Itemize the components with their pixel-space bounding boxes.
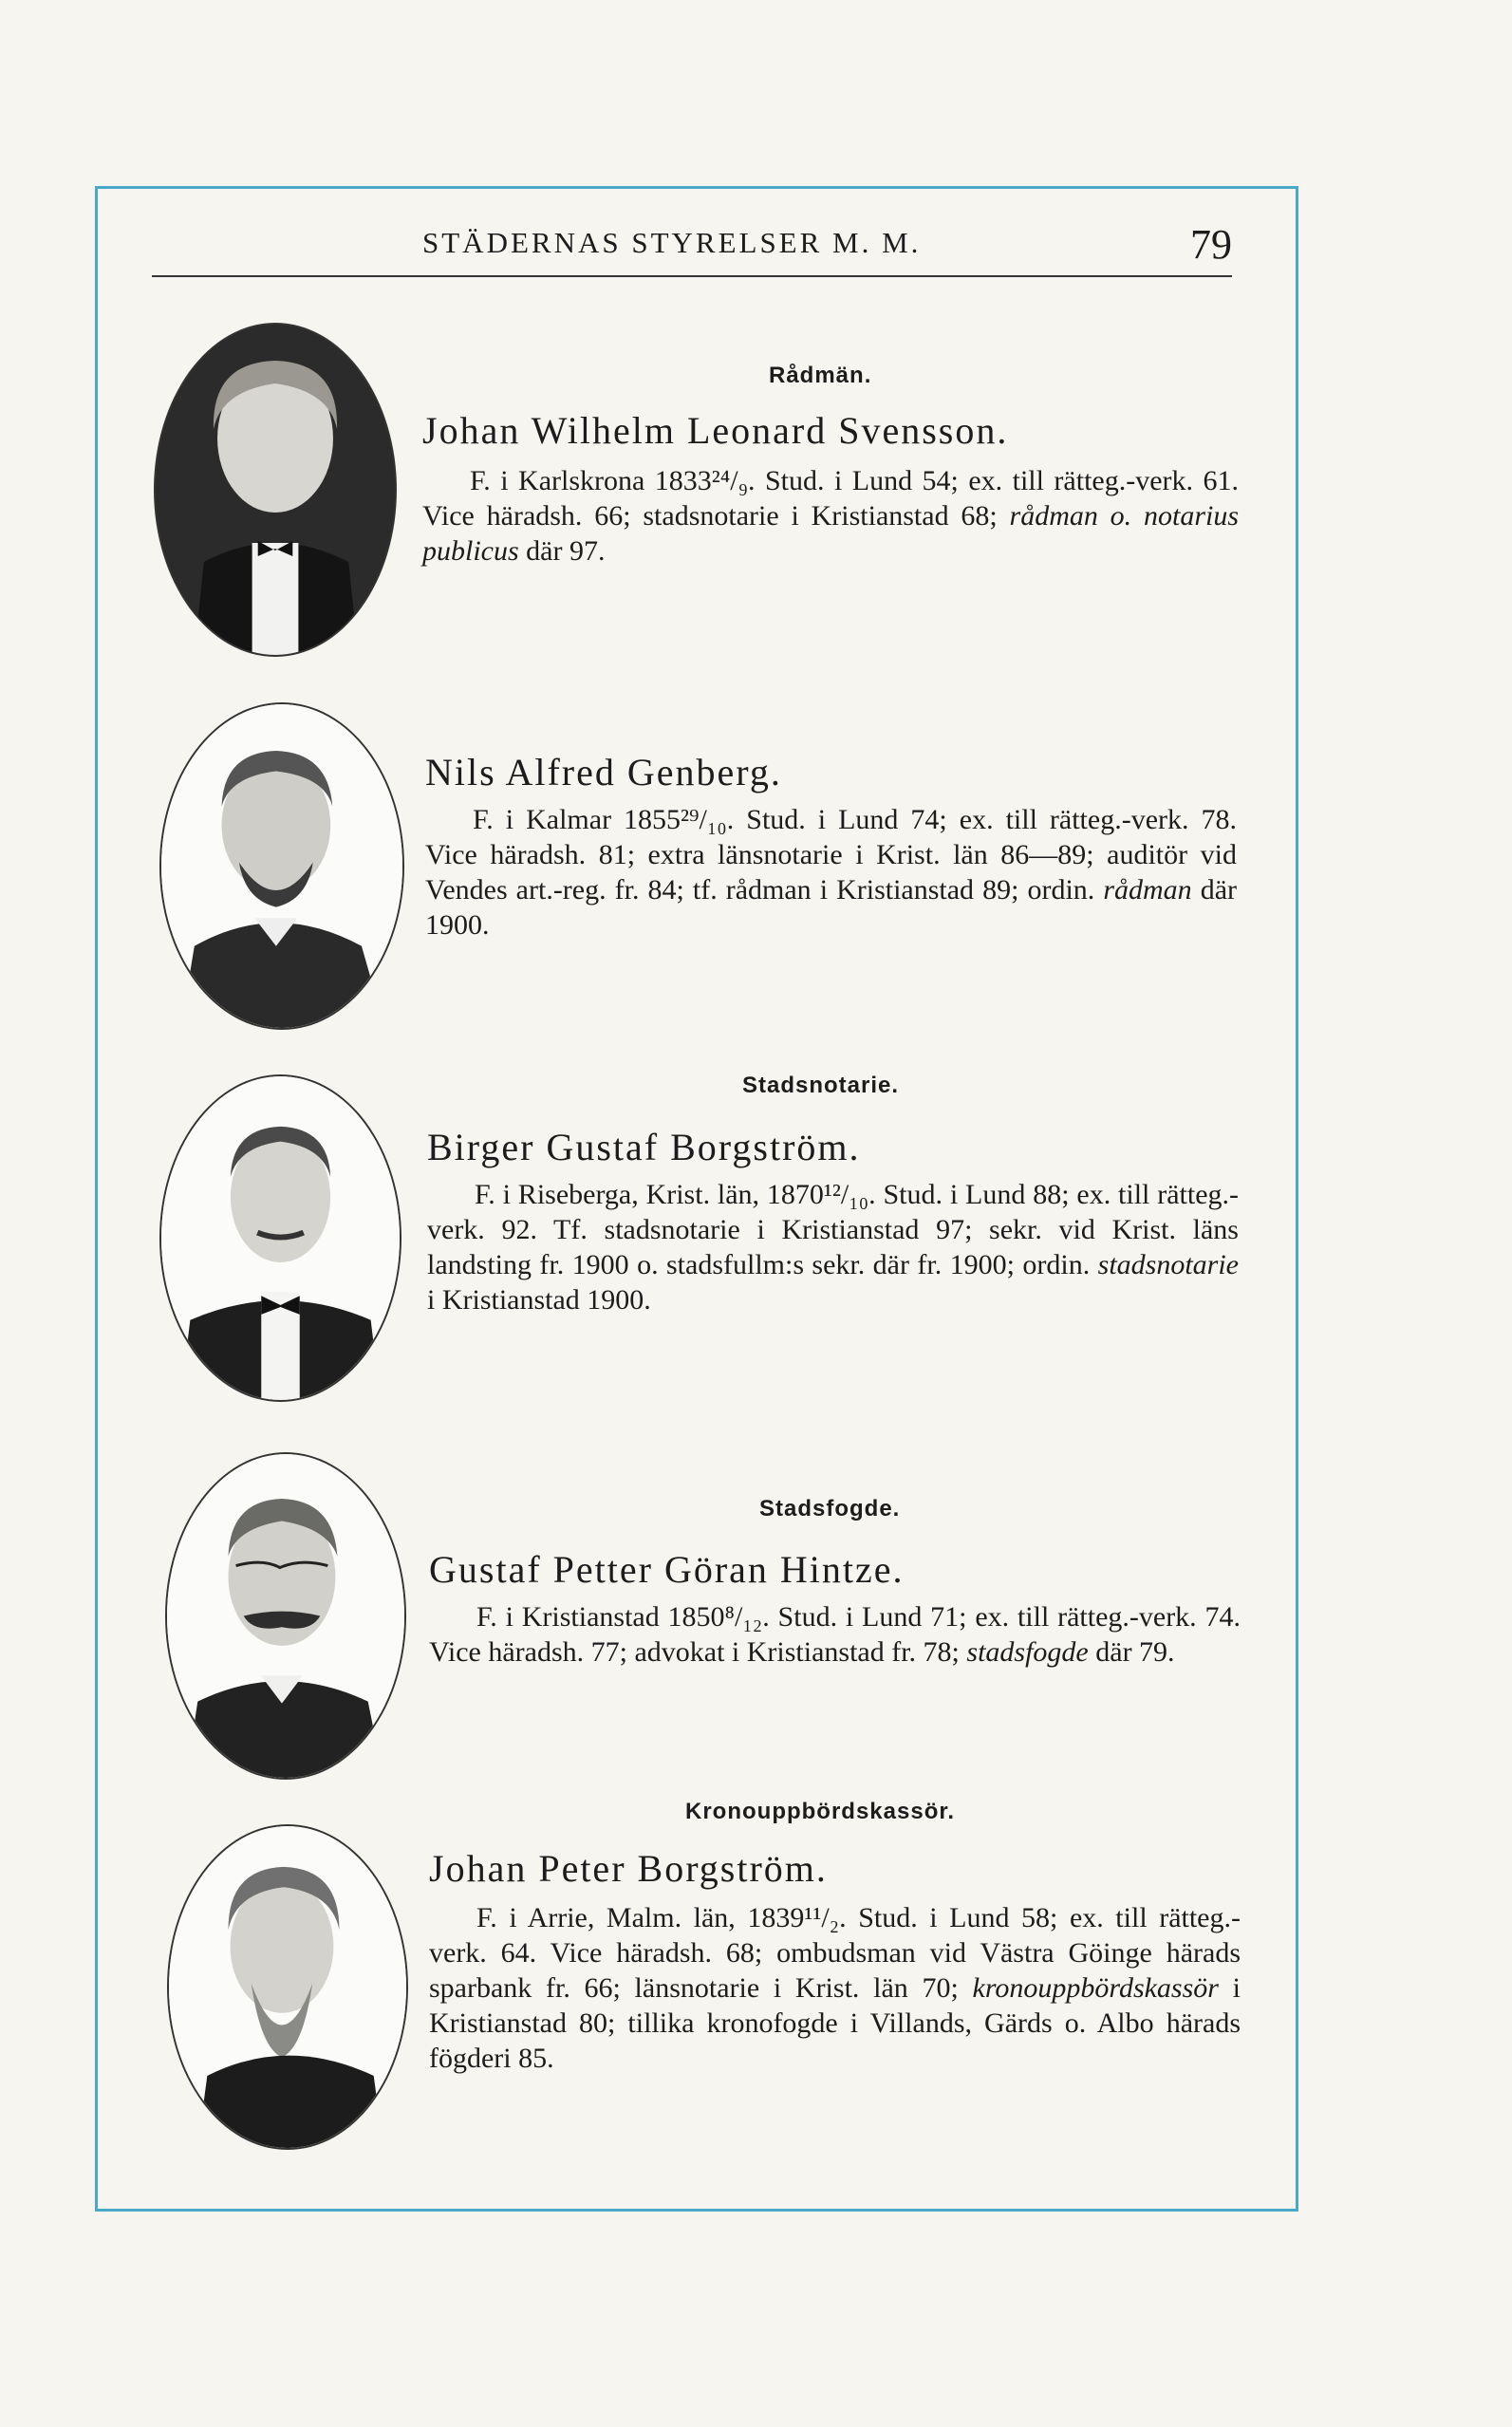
section-label-radman: Rådmän. bbox=[769, 363, 872, 388]
portrait-johan-peter-borgstrom bbox=[167, 1824, 408, 2150]
page-number: 79 bbox=[1190, 221, 1232, 268]
running-title: STÄDERNAS STYRELSER M. M. bbox=[422, 226, 922, 259]
section-label-stadsfogde: Stadsfogde. bbox=[759, 1496, 901, 1522]
person-name: Birger Gustaf Borgström. bbox=[427, 1126, 861, 1168]
portrait-birger-borgstrom bbox=[159, 1074, 401, 1402]
person-bio: F. i Kristianstad 1850⁸/₁₂. Stud. i Lund 71; ex. till rätteg.-verk. 74. Vice häradsh. 77; advokat i Kristianstad fr. 78; stadsfogde där 79. bbox=[429, 1601, 1241, 1668]
person-bio: F. i Kalmar 1855²⁹/₁₀. Stud. i Lund 74; ex. till rätteg.-verk. 78. Vice häradsh. 81; extra länsnotarie i Krist. län 86—89; auditör vid Vendes art.-reg. fr. 84; tf. rådman i Kristianstad 89; ordin. rådman där 1900. bbox=[425, 804, 1237, 941]
person-bio: F. i Karlskrona 1833²⁴/₉. Stud. i Lund 54; ex. till rätteg.-verk. 61. Vice häradsh. 66; stadsnotarie i Kristianstad 68; rådman o. notarius publicus där 97. bbox=[422, 465, 1239, 567]
person-bio: F. i Riseberga, Krist. län, 1870¹²/₁₀. Stud. i Lund 88; ex. till rätteg.-verk. 92. Tf. stadsnotarie i Kristianstad 97; sekr. vid Krist. läns landsting fr. 1900 o. stadsfullm:s sekr. där fr. 1900; ordin. stadsnotarie i Kristianstad 1900. bbox=[427, 1179, 1239, 1316]
running-head bbox=[152, 220, 1232, 277]
portrait-svensson bbox=[154, 323, 397, 657]
portrait-genberg bbox=[159, 702, 404, 1030]
person-bio: F. i Arrie, Malm. län, 1839¹¹/₂. Stud. i Lund 58; ex. till rätteg.-verk. 64. Vice häradsh. 68; ombudsman vid Västra Göinge härads sparbank fr. 66; länsnotarie i Krist. län 70; kronouppbördskassör i Kristianstad 80; tillika kronofogde i Villands, Gärds o. Albo härads fögderi 85. bbox=[429, 1902, 1241, 2074]
person-name: Johan Peter Borgström. bbox=[429, 1847, 828, 1890]
person-name: Gustaf Petter Göran Hintze. bbox=[429, 1548, 905, 1591]
section-label-kronouppbordskassor: Kronouppbördskassör. bbox=[685, 1799, 956, 1824]
person-name: Johan Wilhelm Leonard Svensson. bbox=[422, 409, 1009, 452]
person-name: Nils Alfred Genberg. bbox=[425, 751, 782, 793]
portrait-hintze bbox=[165, 1452, 406, 1780]
section-label-stadsnotarie: Stadsnotarie. bbox=[742, 1073, 900, 1098]
